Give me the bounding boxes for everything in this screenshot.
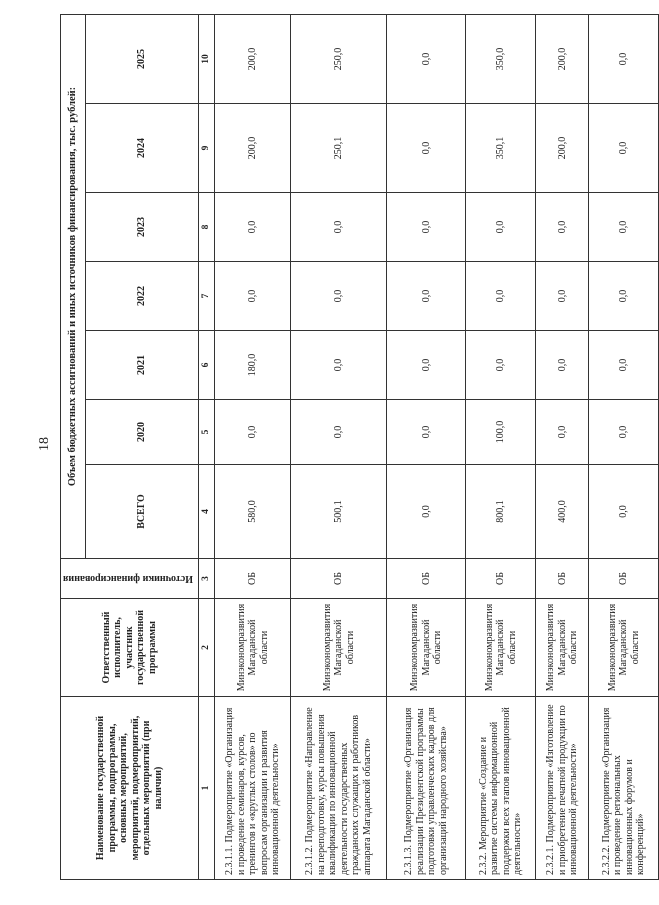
row-name: 2.3.2. Мероприятие «Создание и развитие системы информационной поддержки всех этапов инновационной деятельности» [466,697,536,880]
header-executor: Ответственный исполнитель, участник государственной программы [61,599,199,697]
row-executor: Минэкономразвития Магаданской области [387,599,466,697]
row-total: 580,0 [215,465,291,559]
row-2022: 0,0 [536,262,589,331]
row-2024: 0,0 [589,104,659,193]
row-executor: Минэкономразвития Магаданской области [536,599,589,697]
row-2020: 100,0 [466,400,536,465]
row-2020: 0,0 [291,400,387,465]
row-2024: 0,0 [387,104,466,193]
row-2025: 200,0 [536,14,589,103]
row-2020: 0,0 [387,400,466,465]
header-year-2023: 2023 [85,193,199,262]
row-source: ОБ [291,559,387,599]
row-2023: 0,0 [387,193,466,262]
row-2025: 200,0 [215,14,291,103]
row-2022: 0,0 [466,262,536,331]
row-source: ОБ [466,559,536,599]
column-number: 9 [199,104,215,193]
header-total: ВСЕГО [85,465,199,559]
header-year-2025: 2025 [85,14,199,103]
row-name: 2.3.1.2. Подмероприятие «Направление на переподготовку, курсы повышения квалификации по инновационной деятельности государственных гражданских служащих и работников аппарата Магаданской области» [291,697,387,880]
row-2024: 200,0 [215,104,291,193]
row-source: ОБ [215,559,291,599]
header-volume: Объем бюджетных ассигнований и иных источников финансирования, тыс. рублей: [61,14,86,558]
column-number: 5 [199,400,215,465]
row-total: 400,0 [536,465,589,559]
table-row [466,14,536,879]
row-2023: 0,0 [215,193,291,262]
row-2024: 350,1 [466,104,536,193]
header-source: Источники финансирования [61,559,199,599]
table-row [291,14,387,879]
column-number: 8 [199,193,215,262]
row-2020: 0,0 [215,400,291,465]
row-2022: 0,0 [291,262,387,331]
row-total: 800,1 [466,465,536,559]
table-row [387,14,466,879]
table-row [589,14,659,879]
row-source: ОБ [536,559,589,599]
row-2021: 0,0 [291,331,387,400]
row-2021: 0,0 [466,331,536,400]
column-number: 1 [199,697,215,880]
header-year-2022: 2022 [85,262,199,331]
row-name: 2.3.1.3. Подмероприятие «Организация реализации Президентской программы подготовки управленческих кадров для организаций народного хозяйства» [387,697,466,880]
row-2023: 0,0 [466,193,536,262]
row-2024: 250,1 [291,104,387,193]
column-number: 4 [199,465,215,559]
header-year-2021: 2021 [85,331,199,400]
row-source: ОБ [387,559,466,599]
column-number: 7 [199,262,215,331]
row-2021: 0,0 [387,331,466,400]
row-2022: 0,0 [215,262,291,331]
row-2025: 0,0 [589,14,659,103]
row-2023: 0,0 [291,193,387,262]
row-2020: 0,0 [536,400,589,465]
row-name: 2.3.2.1. Подмероприятие «Изготовление и приобретение печатной продукции по инновационной деятельности» [536,697,589,880]
header-year-2024: 2024 [85,104,199,193]
column-number-row [199,14,215,879]
row-executor: Минэкономразвития Магаданской области [466,599,536,697]
column-number: 3 [199,559,215,599]
column-number: 2 [199,599,215,697]
financing-table [60,14,659,880]
row-total: 0,0 [387,465,466,559]
row-executor: Минэкономразвития Магаданской области [291,599,387,697]
row-2022: 0,0 [589,262,659,331]
row-2025: 250,0 [291,14,387,103]
header-year-2020: 2020 [85,400,199,465]
table-row [536,14,589,879]
rotated-page [60,15,647,880]
row-2025: 350,0 [466,14,536,103]
header-name: Наименование государственной программы, подпрограммы, основных мероприятий, мероприятий, подмероприятий, отдельных мероприятий (при наличии) [61,697,199,880]
column-number: 6 [199,331,215,400]
row-executor: Минэкономразвития Магаданской области [589,599,659,697]
row-total: 0,0 [589,465,659,559]
row-2020: 0,0 [589,400,659,465]
table-row [215,14,291,879]
page-number: 18 [37,437,52,451]
row-source: ОБ [589,559,659,599]
row-total: 500,1 [291,465,387,559]
row-2023: 0,0 [589,193,659,262]
row-2024: 200,0 [536,104,589,193]
row-2025: 0,0 [387,14,466,103]
row-2023: 0,0 [536,193,589,262]
row-name: 2.3.2.2. Подмероприятие «Организация и проведение региональных инновационных форумов и конференций» [589,697,659,880]
row-name: 2.3.1.1. Подмероприятие «Организация и проведение семинаров, курсов, тренингов и «круглых столов» по вопросам организации и развития инновационной деятельности» [215,697,291,880]
column-number: 10 [199,14,215,103]
row-2021: 180,0 [215,331,291,400]
row-executor: Минэкономразвития Магаданской области [215,599,291,697]
row-2021: 0,0 [536,331,589,400]
row-2021: 0,0 [589,331,659,400]
row-2022: 0,0 [387,262,466,331]
